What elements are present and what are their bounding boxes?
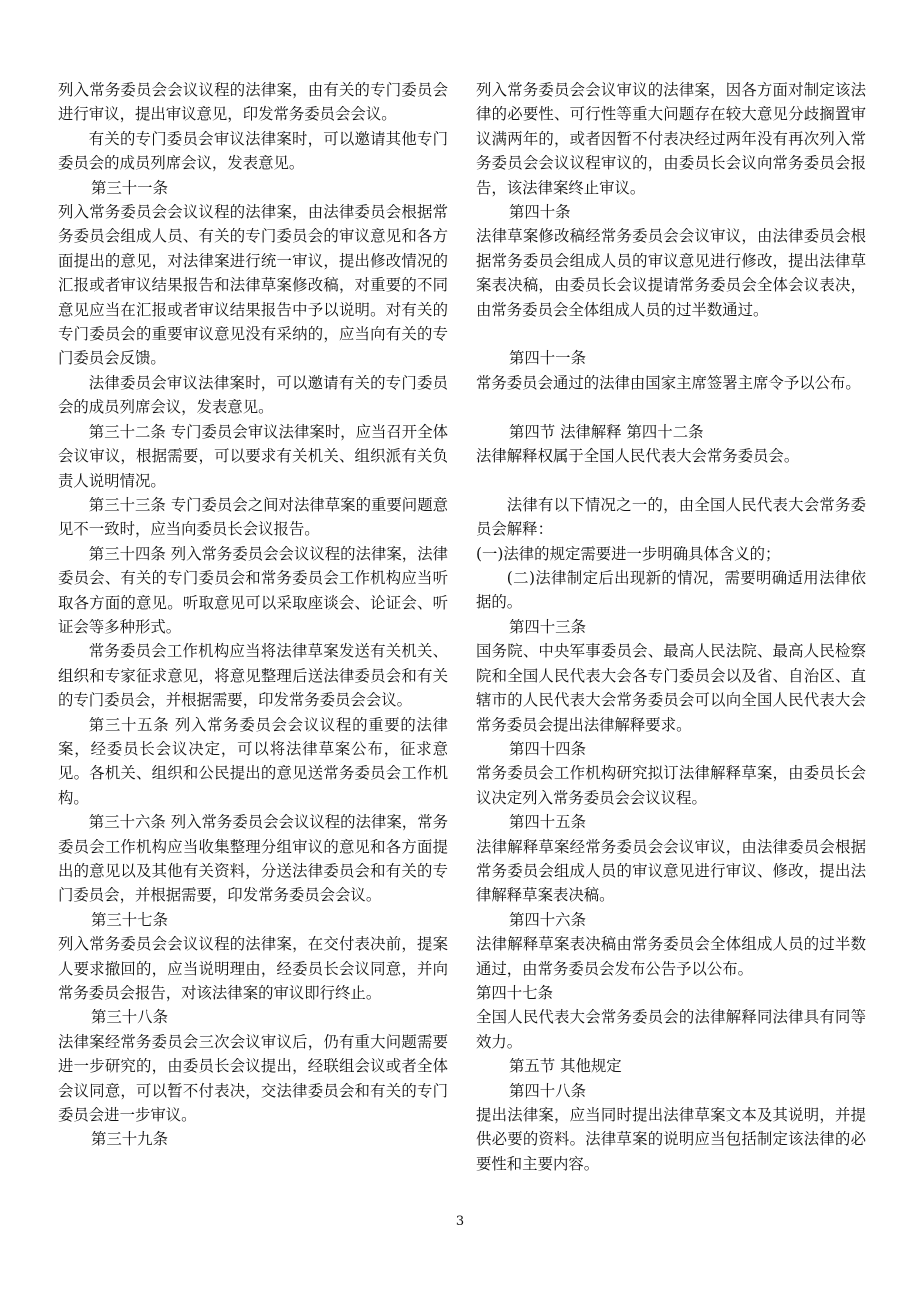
paragraph: 法律解释草案经常务委员会会议审议，由法律委员会根据常务委员会组成人员的审议意见进行审议、修改，提出法律解释草案表决稿。 (476, 837, 866, 905)
article-heading: 第四十七条 (476, 983, 553, 1002)
article-heading: 第四十四条 (509, 739, 586, 758)
article-heading: 第三十七条 (91, 910, 168, 929)
paragraph: 法律草案修改稿经常务委员会会议审议，由法律委员会根据常务委员会组成人员的审议意见进行修改，提出法律草案表决稿，由委员长会议提请常务委员会全体会议表决，由常务委员会全体组成人员的过半数通过。 (476, 227, 866, 319)
paragraph: 全国人民代表大会常务委员会的法律解释同法律具有同等效力。 (476, 1008, 866, 1051)
paragraph: 第三十三条 专门委员会之间对法律草案的重要问题意见不一致时，应当向委员长会议报告。 (58, 495, 448, 539)
article-heading: 第四十三条 (509, 617, 586, 636)
list-item: (二)法律制定后出现新的情况，需要明确适用法律依据的。 (476, 569, 866, 612)
section-heading: 第四节 法律解释 第四十二条 (509, 422, 704, 441)
paragraph: 有关的专门委员会审议法律案时，可以邀请其他专门委员会的成员列席会议，发表意见。 (58, 129, 448, 173)
paragraph: 法律解释权属于全国人民代表大会常务委员会。 (476, 447, 800, 466)
paragraph: 常务委员会工作机构研究拟订法律解释草案，由委员长会议决定列入常务委员会会议议程。 (476, 764, 866, 807)
article-heading: 第三十八条 (91, 1008, 168, 1027)
paragraph: 常务委员会工作机构应当将法律草案发送有关机关、组织和专家征求意见，将意见整理后送法律委员会和有关的专门委员会，并根据需要，印发常务委员会会议。 (58, 642, 448, 710)
paragraph: 列入常务委员会会议议程的法律案，由法律委员会根据常务委员会组成人员、有关的专门委员会的审议意见和各方面提出的意见，对法律案进行统一审议，提出修改情况的汇报或者审议结果报告和法律草案修改稿，对重要的不同意见应当在汇报或者审议结果报告中予以说明。对有关的专门委员会的重要审议意见没有采纳的，应当向有关的专门委员会反馈。 (58, 203, 448, 368)
paragraph: 列入常务委员会会议议程的法律案，由有关的专门委员会进行审议，提出审议意见，印发常务委员会会议。 (58, 81, 448, 124)
paragraph: 列入常务委员会会议议程的法律案，在交付表决前，提案人要求撤回的，应当说明理由，经委员长会议同意，并向常务委员会报告，对该法律案的审议即行终止。 (58, 935, 448, 1003)
page-number: 3 (455, 1214, 465, 1229)
article-heading: 第三十九条 (91, 1130, 168, 1149)
paragraph: 国务院、中央军事委员会、最高人民法院、最高人民检察院和全国人民代表大会各专门委员会以及省、自治区、直辖市的人民代表大会常务委员会可以向全国人民代表大会常务委员会提出法律解释要求。 (476, 642, 866, 734)
paragraph: 常务委员会通过的法律由国家主席签署主席令予以公布。 (476, 373, 861, 392)
paragraph: 法律解释草案表决稿由常务委员会全体组成人员的过半数通过，由常务委员会发布公告予以公布。 (476, 935, 866, 978)
list-item: (一)法律的规定需要进一步明确具体含义的； (476, 544, 781, 563)
paragraph: 第三十二条 专门委员会审议法律案时，应当召开全体会议审议，根据需要，可以要求有关机关、组织派有关负责人说明情况。 (58, 422, 448, 490)
article-heading: 第四十条 (509, 203, 571, 222)
section-heading: 第五节 其他规定 (509, 1057, 622, 1076)
paragraph: 第三十四条 列入常务委员会会议议程的法律案，法律委员会、有关的专门委员会和常务委员会工作机构应当听取各方面的意见。听取意见可以采取座谈会、论证会、听证会等多种形式。 (58, 544, 448, 636)
article-heading: 第四十六条 (509, 910, 586, 929)
paragraph: 法律案经常务委员会三次会议审议后，仍有重大问题需要进一步研究的，由委员长会议提出，经联组会议或者全体会议同意，可以暂不付表决，交法律委员会和有关的专门委员会进一步审议。 (58, 1032, 448, 1125)
article-heading: 第四十五条 (509, 813, 586, 832)
paragraph: 法律委员会审议法律案时，可以邀请有关的专门委员会的成员列席会议，发表意见。 (58, 373, 448, 417)
article-heading: 第四十八条 (509, 1081, 586, 1100)
article-heading: 第四十一条 (509, 349, 586, 368)
paragraph: 提出法律案，应当同时提出法律草案文本及其说明，并提供必要的资料。法律草案的说明应当包括制定该法律的必要性和主要内容。 (476, 1106, 866, 1173)
paragraph: 第三十六条 列入常务委员会会议议程的法律案，常务委员会工作机构应当收集整理分组审议的意见和各方面提出的意见以及其他有关资料，分送法律委员会和有关的专门委员会，并根据需要，印发常务委员会会议。 (58, 813, 448, 905)
right-column (476, 78, 866, 1176)
paragraph: 列入常务委员会会议审议的法律案，因各方面对制定该法律的必要性、可行性等重大问题存在较大意见分歧搁置审议满两年的，或者因暂不付表决经过两年没有再次列入常务委员会会议议程审议的，由委员长会议向常务委员会报告，该法律案终止审议。 (476, 81, 866, 197)
paragraph: 法律有以下情况之一的，由全国人民代表大会常务委员会解释： (476, 495, 866, 539)
left-column (58, 78, 448, 1152)
article-heading: 第三十一条 (91, 178, 168, 197)
paragraph: 第三十五条 列入常务委员会会议议程的重要的法律案，经委员长会议决定，可以将法律草案公布，征求意见。各机关、组织和公民提出的意见送常务委员会工作机构。 (58, 715, 448, 807)
